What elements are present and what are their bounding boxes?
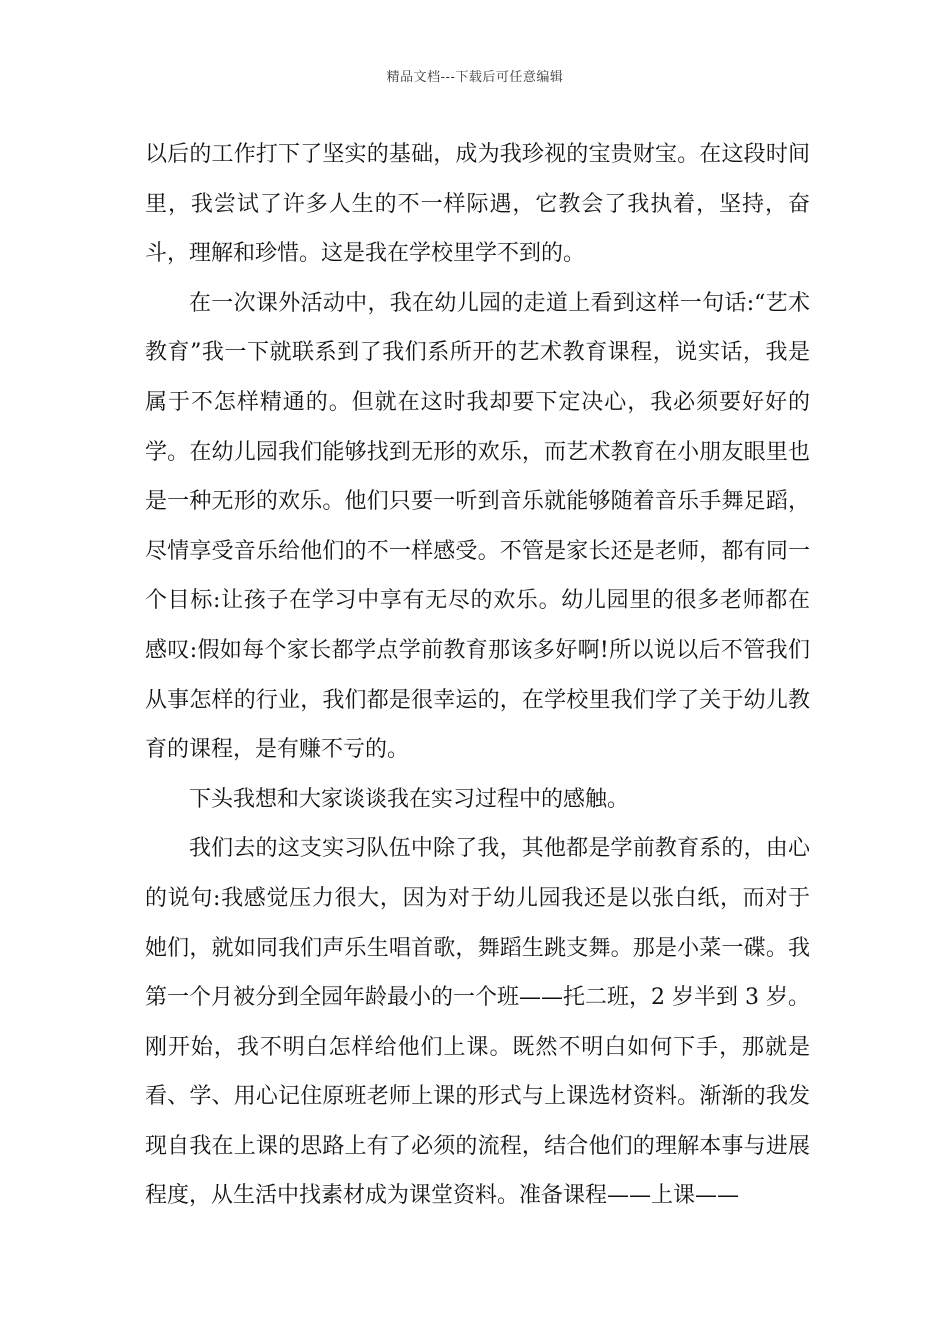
paragraph-continuation: 以后的工作打下了坚实的基础，成为我珍视的宝贵财宝。在这段时间里，我尝试了许多人生的不一样际遇，它教会了我执着，坚持，奋斗，理解和珍惜。这是我在学校里学不到的。 bbox=[145, 142, 810, 267]
paragraph-internship: 我们去的这支实习队伍中除了我，其他都是学前教育系的，由心的说句:我感觉压力很大，因为对于幼儿园我还是以张白纸，而对于她们，就如同我们声乐生唱首歌，舞蹈生跳支舞。那是小菜一碟。我第一个月被分到全园年龄最小的一个班——托二班，2 岁半到 3 岁。刚开始，我不明白怎样给他们上课。既然不明白如何下手，那就是看、学、用心记住原班老师上课的形式与上课选材资料。渐渐的我发现自我在上课的思路上有了必须的流程，结合他们的理解本事与进展程度，从生活中找素材成为课堂资料。准备课程——上课—— bbox=[145, 836, 810, 1209]
paragraph-transition: 下头我想和大家谈谈我在实习过程中的感触。 bbox=[189, 786, 630, 812]
paragraph-art-education: 在一次课外活动中，我在幼儿园的走道上看到这样一句话:“艺术教育”我一下就联系到了我们系所开的艺术教育课程，说实话，我是属于不怎样精通的。但就在这时我却要下定决心，我必须要好好的学。在幼儿园我们能够找到无形的欢乐，而艺术教育在小朋友眼里也是一种无形的欢乐。他们只要一听到音乐就能够随着音乐手舞足蹈，尽情享受音乐给他们的不一样感受。不管是家长还是老师，都有同一个目标:让孩子在学习中享有无尽的欢乐。幼儿园里的很多老师都在感叹:假如每个家长都学点学前教育那该多好啊!所以说以后不管我们从事怎样的行业，我们都是很幸运的，在学校里我们学了关于幼儿教育的课程，是有赚不亏的。 bbox=[145, 290, 810, 763]
document-body bbox=[145, 130, 810, 1221]
page-header: 精品文档---下载后可任意编辑 bbox=[386, 70, 564, 85]
